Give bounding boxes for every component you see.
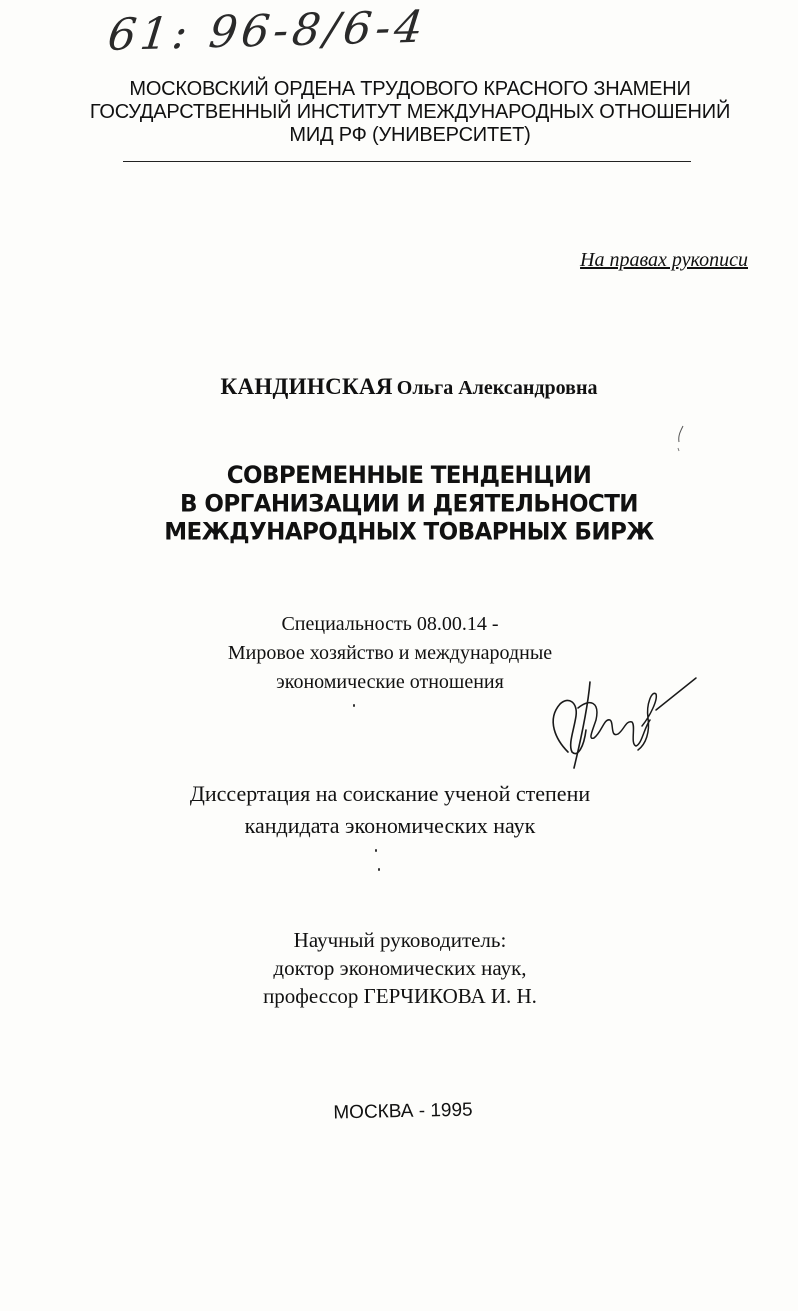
speck-mark — [353, 704, 355, 707]
speck-mark — [375, 849, 377, 852]
title-line-2: В ОРГАНИЗАЦИИ И ДЕЯТЕЛЬНОСТИ — [180, 490, 638, 518]
dissertation-purpose — [90, 778, 690, 842]
title-line-3: МЕЖДУНАРОДНЫХ ТОВАРНЫХ БИРЖ — [164, 518, 654, 546]
manuscript-rights-note: На правах рукописи — [580, 249, 748, 271]
institution-line-2: ГОСУДАРСТВЕННЫЙ ИНСТИТУТ МЕЖДУНАРОДНЫХ ОТНОШЕНИЙ — [89, 101, 731, 123]
title-line-1: СОВРЕМЕННЫЕ ТЕНДЕНЦИИ — [226, 461, 592, 490]
scientific-supervisor — [180, 926, 620, 1010]
supervisor-name: профессор ГЕРЧИКОВА И. Н. — [263, 984, 537, 1008]
dissertation-title — [0, 462, 798, 547]
institution-line-1: МОСКОВСКИЙ ОРДЕНА ТРУДОВОГО КРАСНОГО ЗНАМЕНИ — [129, 78, 691, 100]
stray-pencil-mark — [674, 424, 688, 454]
city-and-year: МОСКВА - 1995 — [333, 1099, 473, 1124]
author-name — [0, 374, 798, 400]
handwritten-catalog-code: 61: 96-8/6-4 — [105, 1, 430, 61]
supervisor-degree: доктор экономических наук, — [273, 956, 527, 980]
specialty-name-line-1: Мировое хозяйство и международные — [227, 642, 553, 664]
institution-header — [60, 78, 760, 147]
speck-mark — [378, 868, 380, 871]
specialty-code: Специальность 08.00.14 - — [281, 613, 499, 635]
author-given-names: Ольга Александровна — [396, 377, 598, 399]
author-surname: КАНДИНСКАЯ — [220, 374, 393, 399]
handwritten-signature — [538, 660, 708, 775]
supervisor-label: Научный руководитель: — [293, 928, 507, 952]
degree-line-2: кандидата экономических наук — [244, 813, 536, 838]
degree-line-1: Диссертация на соискание ученой степени — [189, 781, 591, 806]
header-divider — [123, 161, 691, 162]
specialty-block — [190, 610, 590, 697]
institution-line-3: МИД РФ (УНИВЕРСИТЕТ) — [289, 124, 531, 146]
specialty-name-line-2: экономические отношения — [276, 671, 504, 693]
